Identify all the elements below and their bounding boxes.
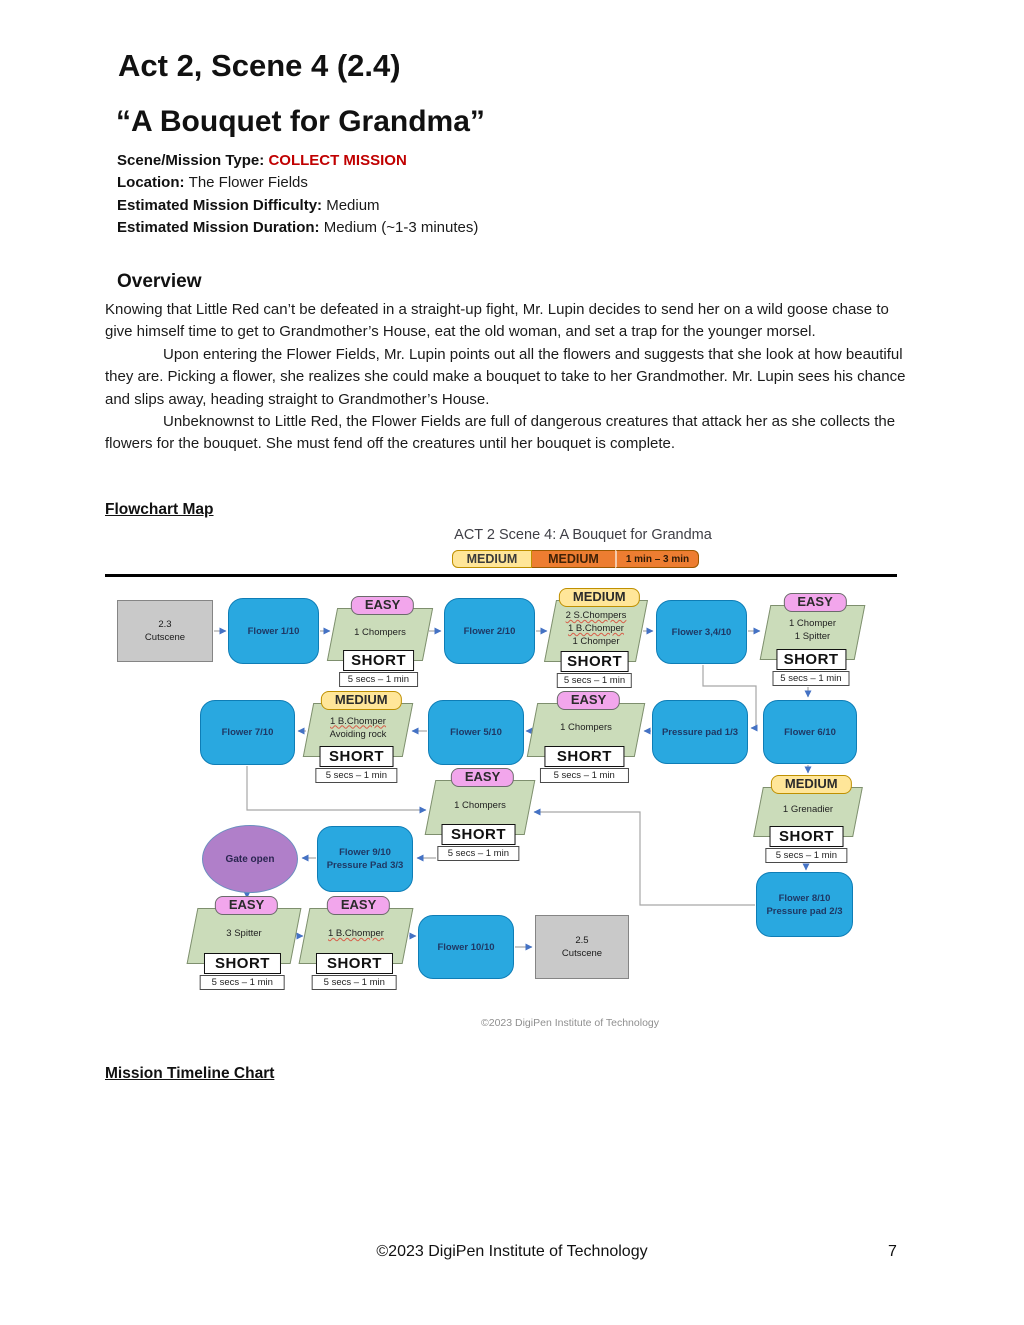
enemy-list [535,710,637,745]
intensity-label: SHORT [343,650,414,671]
enemy-line: 1 Grenadier [782,804,834,815]
duration-label: 5 secs – 1 min [200,975,285,990]
flowchart-map-heading: Flowchart Map [105,501,214,518]
meta-value: The Flower Fields [188,174,308,192]
flowchart-node-flower-2 [444,598,535,664]
meta-label: Location: [117,174,189,192]
flowchart-node-cutscene-2-3 [117,600,213,662]
flowchart-node-combat-1-chompers [332,597,428,685]
duration-label: 5 secs – 1 min [339,672,418,687]
enemy-list [307,915,405,952]
flowchart-node-flower-7 [200,700,295,765]
difficulty-tag: EASY [783,593,846,612]
node-label: 2.3 Cutscene [144,619,186,643]
legend-duration-badge: 1 min – 3 min [615,550,699,568]
flowchart-title: ACT 2 Scene 4: A Bouquet for Grandma [454,527,712,543]
intensity-label: SHORT [561,651,629,672]
flowchart-node-flower-1 [228,598,319,664]
difficulty-tag: MEDIUM [771,775,852,794]
flowchart-node-combat-bchomper [304,897,408,988]
meta-label: Scene/Mission Type: [117,152,269,169]
overview-paragraph: Knowing that Little Red can’t be defeated in a straight-up fight, Mr. Lupin decides to send her on a wild goose chase to give himself time to get to Grandmother’s House, eat the old woman, and set a trap for the younger morsel. [105,301,889,341]
overview-paragraph: Upon entering the Flower Fields, Mr. Lupin points out all the flowers and suggests that she look at how beautiful they are. Picking a flower, she realizes she could make a bouquet to take to her Grandmother. Mr. Lupin sees his chance and slips away, heading straight to Grandmother’s House. [105,345,906,408]
meta-label: Estimated Mission Duration: [117,219,324,237]
flowchart-node-flower-3-4 [656,600,747,664]
overview-paragraph: Unbeknownst to Little Red, the Flower Fields are full of dangerous creatures that attack her as she collects the flowers for the bouquet. She must fend off the creatures until her bouquet is complete. [105,413,896,453]
difficulty-tag: EASY [557,691,620,710]
intensity-label: SHORT [204,953,281,974]
node-label: Flower 6/10 [784,726,836,738]
node-label: 2.5 Cutscene [561,935,603,959]
overview-heading: Overview [117,271,202,292]
meta-value: Medium [326,196,380,214]
enemy-line: 1 Spitter [794,631,831,642]
difficulty-tag: MEDIUM [321,691,402,710]
duration-label: 5 secs – 1 min [312,975,397,990]
enemy-line: 1 B.Chomper [568,623,624,634]
enemy-list [195,915,293,952]
node-label: Flower 10/10 [437,941,495,953]
flowchart-node-combat-chompers-2 [532,692,640,781]
duration-label: 5 secs – 1 min [540,768,629,783]
enemy-line: 1 Chompers [560,722,612,733]
intensity-label: SHORT [320,746,394,767]
intensity-label: SHORT [776,649,846,670]
meta-label: Estimated Mission Difficulty: [117,196,327,214]
flowchart-node-flower-10 [418,915,514,979]
difficulty-tag: MEDIUM [559,588,640,607]
enemy-line: 2 S.Chompers [565,610,627,621]
page-title: Act 2, Scene 4 (2.4) [118,48,401,83]
flowchart-node-cutscene-2-5 [535,915,629,979]
flowchart-node-combat-spitters [192,897,296,988]
enemy-line: 1 Chomper [572,636,620,647]
enemy-list [768,612,857,648]
page-subtitle: “A Bouquet for Grandma” [116,105,485,138]
enemy-list [433,787,527,823]
difficulty-tag: EASY [215,896,278,915]
flowchart-node-combat-grenadier [758,776,858,861]
flowchart-node-combat-chompers-3 [430,769,530,859]
meta-value: COLLECT MISSION [268,152,407,169]
intensity-label: SHORT [442,824,516,845]
flowchart-node-flower-8-pressure-pad-2-3 [756,872,853,937]
enemy-line: Avoiding rock [329,728,387,740]
node-label: Flower 3,4/10 [671,626,732,638]
duration-label: 5 secs – 1 min [437,846,519,861]
legend-difficulty-badge: MEDIUM [452,550,532,568]
intensity-label: SHORT [316,953,393,974]
enemy-line: 1 B.Chomper [328,928,384,939]
flowchart-node-combat-mixed-wave [550,589,642,686]
node-label: Flower 5/10 [450,727,502,738]
difficulty-tag: EASY [327,896,390,915]
duration-label: 5 secs – 1 min [772,671,850,686]
node-label: Flower 8/10 Pressure pad 2/3 [766,892,843,917]
difficulty-tag: EASY [351,596,414,615]
flowchart-node-gate-open [202,825,298,893]
enemy-list [311,710,405,745]
flowchart-node-flower-9-pressure-pad-3-3 [317,826,413,892]
footer-copyright: ©2023 DigiPen Institute of Technology [376,1243,648,1260]
duration-label: 5 secs – 1 min [557,673,632,688]
flowchart-credit: ©2023 DigiPen Institute of Technology [481,1017,659,1029]
meta-value: Medium (~1-3 minutes) [323,219,479,237]
enemy-list [553,607,639,650]
node-label: Pressure pad 1/3 [661,726,739,738]
node-label: Gate open [225,853,275,865]
node-label: Flower 7/10 [221,727,274,738]
node-label: Flower 1/10 [247,625,300,637]
legend-intensity-badge: MEDIUM [532,550,615,568]
flowchart-node-combat-chomper-spitter [765,594,860,684]
flowchart-node-pressure-pad-1-3 [652,700,748,764]
page-footer [0,1243,1024,1261]
enemy-line: 3 Spitter [226,928,262,939]
node-label: Flower 9/10 Pressure Pad 3/3 [326,847,404,871]
enemy-line: 1 Chompers [354,626,406,638]
enemy-list [335,615,425,649]
difficulty-tag: EASY [451,768,514,787]
enemy-list [761,794,855,825]
connector-flower-8-pressure-pad-2-3-to-combat-chompers-3 [534,812,755,905]
node-label: Flower 2/10 [463,625,516,637]
intensity-label: SHORT [770,826,844,847]
duration-label: 5 secs – 1 min [765,848,847,863]
enemy-line: 1 Chomper [789,618,836,629]
flowchart-node-flower-6 [763,700,857,764]
flowchart-node-combat-bchomper-rock [308,692,408,781]
flowchart-node-flower-5 [428,700,524,765]
enemy-line: 1 Chompers [454,799,506,811]
enemy-line: 1 B.Chomper [330,715,386,727]
duration-label: 5 secs – 1 min [315,768,397,783]
mission-timeline-heading: Mission Timeline Chart [105,1065,275,1082]
intensity-label: SHORT [544,746,624,767]
page-number: 7 [888,1243,897,1260]
